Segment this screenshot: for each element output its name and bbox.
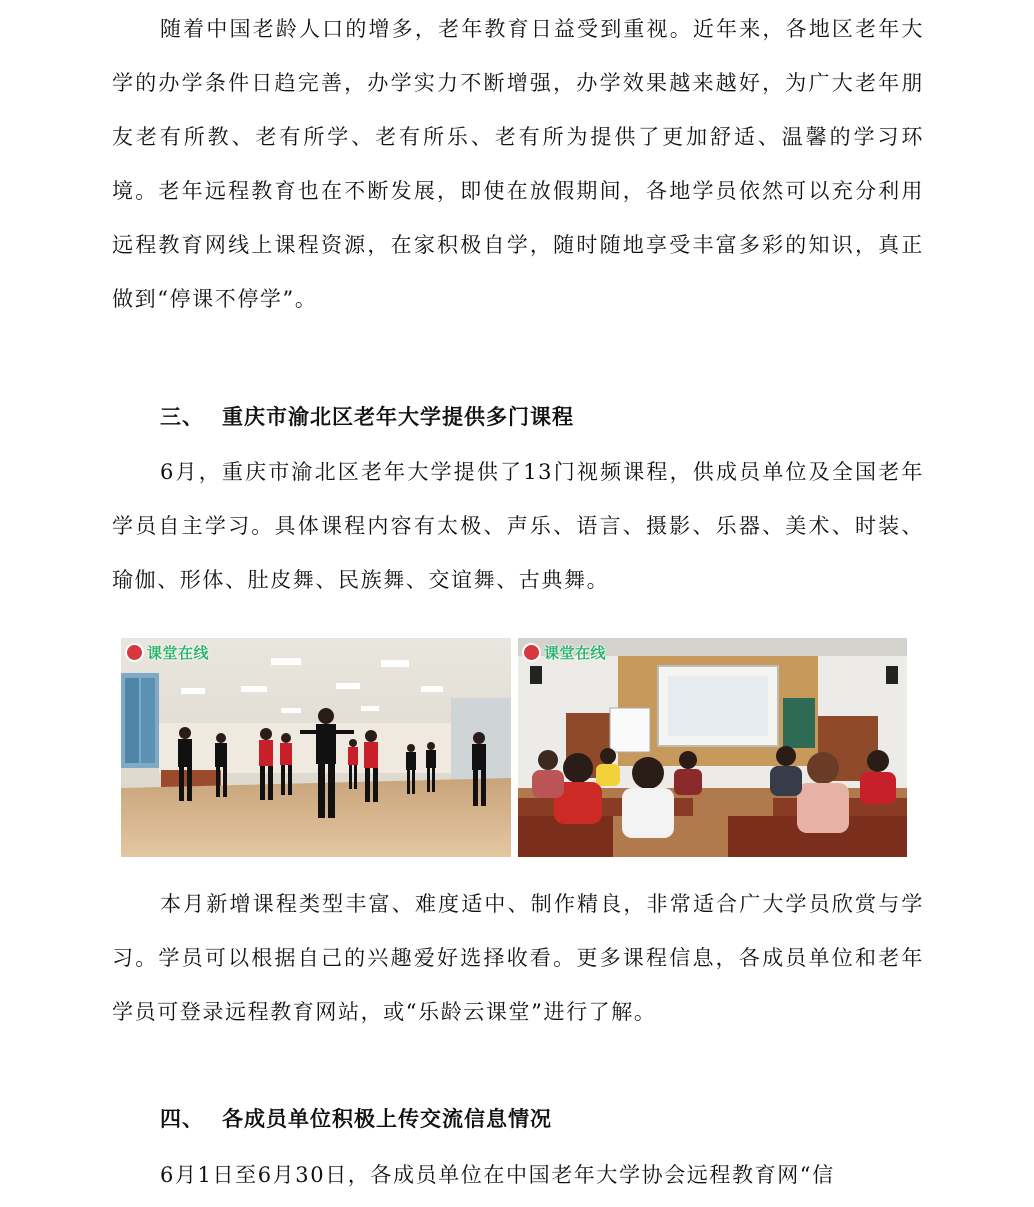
lecture-classroom-photo	[518, 638, 907, 857]
course-online-logo	[125, 641, 209, 663]
logo-icon	[125, 643, 144, 662]
heading-number: 四、	[160, 1107, 204, 1131]
logo-text: 课堂在线	[147, 643, 210, 662]
heading-number: 三、	[160, 405, 204, 429]
paragraph-new-courses: 本月新增课程类型丰富、难度适中、制作精良，非常适合广大学员欣赏与学习。学员可以根据自己的兴趣爱好选择收看。更多课程信息，各成员单位和老年学员可登录远程教育网站，或“乐龄云课堂”进行了解。	[112, 892, 924, 1024]
section-heading-4	[160, 1104, 552, 1134]
logo-icon	[522, 643, 541, 662]
section-heading-3	[160, 402, 574, 432]
dance-class-photo	[121, 638, 511, 857]
heading-text: 重庆市渝北区老年大学提供多门课程	[222, 405, 574, 429]
paragraph-upload-info: 6月1日至6月30日，各成员单位在中国老年大学协会远程教育网“信	[160, 1163, 835, 1187]
heading-text: 各成员单位积极上传交流信息情况	[222, 1107, 552, 1131]
course-online-logo	[522, 641, 606, 663]
logo-text: 课堂在线	[544, 643, 607, 662]
paragraph-intro: 随着中国老龄人口的增多，老年教育日益受到重视。近年来，各地区老年大学的办学条件日趋完善，办学实力不断增强，办学效果越来越好，为广大老年朋友老有所教、老有所学、老有所乐、老有所为提供了更加舒适、温馨的学习环境。老年远程教育也在不断发展，即使在放假期间，各地学员依然可以充分利用远程教育网线上课程资源，在家积极自学，随时随地享受丰富多彩的知识，真正做到“停课不停学”。	[112, 17, 924, 311]
paragraph-courses: 6月，重庆市渝北区老年大学提供了13门视频课程，供成员单位及全国老年学员自主学习。具体课程内容有太极、声乐、语言、摄影、乐器、美术、时装、瑜伽、形体、肚皮舞、民族舞、交谊舞、古典舞。	[112, 460, 924, 592]
